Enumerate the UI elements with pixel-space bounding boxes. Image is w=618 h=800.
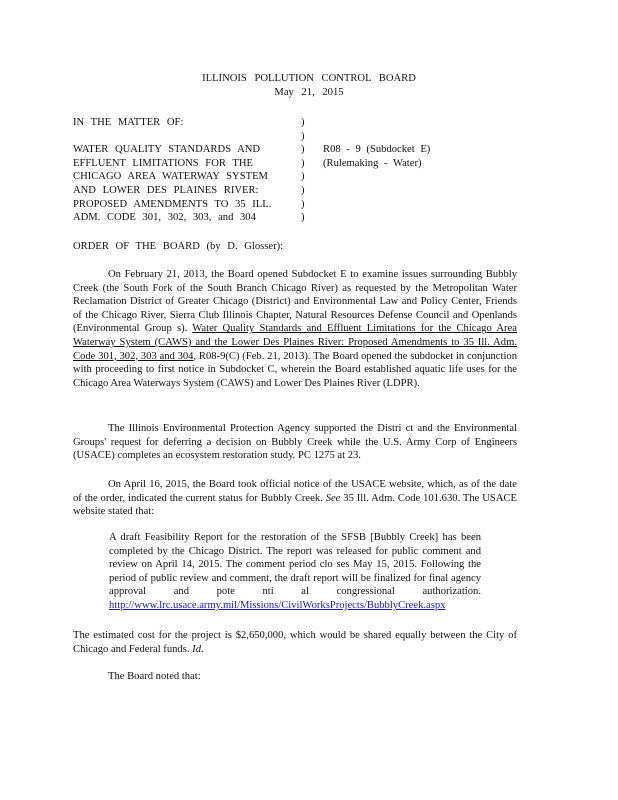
quote-text: A draft Feasibility Report for the restoration of the SFSB [Bubbly Creek] has been completed by the Chicago District. The report was released for public comment and review on April 14, 2015. The comment period clo ses May 15, 2015. Following the period of public review and comment, the draft report will be finalized for final agency approval and pote nti al congressional authorization.: [109, 532, 481, 598]
paragraph-4-text: The estimated cost for the project is $2,650,000, which would be shared equally between the City of Chicago and Federal funds.: [73, 630, 517, 655]
caption-line: CHICAGO AREA WATERWAY SYSTEM: [73, 171, 268, 183]
id-signal: Id: [192, 643, 201, 655]
docket-number: R08 - 9 (Subdocket E): [323, 144, 431, 155]
paragraph-2: [73, 422, 517, 463]
docket-block: [323, 143, 463, 170]
paragraph-1-text: On February 21, 2013, the Board opened Subdocket E to examine issues surrounding Bubbly Creek (the South Fork of the South Branch Chicago River) as requested by the Metropolitan Water Reclamation District of Greater Chicago (District) and Environmental Law and Policy Center, Friends of the Chicago River, Sierra Club Illinois Chapter, Natural Resources Defense Council and Openlands (Environmental Group s).: [73, 269, 517, 335]
block-quote: [109, 531, 481, 613]
paragraph-3: [73, 478, 517, 519]
caption-line: ADM. CODE 301, 302, 303, and 304: [73, 212, 256, 224]
order-heading: ORDER OF THE BOARD (by D. Glosser):: [73, 241, 284, 252]
order-date: May 21, 2015: [274, 87, 344, 98]
caption-line: PROPOSED AMENDMENTS TO 35 ILL.: [73, 198, 272, 210]
paragraph-1: [73, 268, 517, 390]
see-signal: See: [325, 492, 341, 504]
board-title: ILLINOIS POLLUTION CONTROL BOARD: [202, 73, 416, 84]
caption-line: WATER QUALITY STANDARDS AND: [73, 144, 261, 156]
paragraph-1-continued: , R08-9(C) (Feb. 21, 2013). The Board opened the subdocket in conjunction with proceeding to first notice in Subdocket C, wherein the Board established aquatic life uses for the Chicago Area Waterways System (CAWS) and Lower Des Plaines River (LDPR).: [73, 350, 517, 389]
caption-line: AND LOWER DES PLAINES RIVER:: [73, 184, 259, 196]
caption-line: EFFLUENT LIMITATIONS FOR THE: [73, 157, 253, 169]
paragraph-3-text: On April 16, 2015, the Board took official notice of the USACE website, which, as of the date of the order, indicated the current status for Bubbly Creek.: [73, 479, 517, 504]
case-citation: Water Quality Standards and Effluent Limitations for the Chicago Area Waterway System (CAWS) and the Lower Des Plaines River: Proposed Amendments to 35 Ill. Adm. Code 301, 302, 303 and 304: [73, 323, 517, 362]
docket-type: (Rulemaking - Water): [323, 157, 422, 169]
paragraph-5: The Board noted that:: [108, 671, 201, 682]
caption-divider: ) ) ) ) ) ) ) ): [301, 117, 305, 224]
usace-link[interactable]: http://www.lrc.usace.army.mil/Missions/CivilWorksProjects/BubblyCreek.aspx: [109, 599, 446, 611]
paragraph-4: The estimated cost for the project is $2,650,000, which would be shared equally between the City of Chicago and Federal funds. Id.: [73, 630, 517, 655]
paragraph-2-text: The Illinois Environmental Protection Agency supported the Distri ct and the Environmental Groups' request for deferring a decision on Bubbly Creek while the U.S. Army Corp of Engineers (USACE) completes an ecosystem restoration study. PC 1275 at 23.: [73, 423, 517, 462]
caption-block: [73, 116, 303, 225]
in-the-matter-label: IN THE MATTER OF:: [73, 117, 184, 128]
paragraph-3-continued: 35 Ill. Adm. Code 101.630. The USACE website stated that:: [73, 492, 518, 518]
